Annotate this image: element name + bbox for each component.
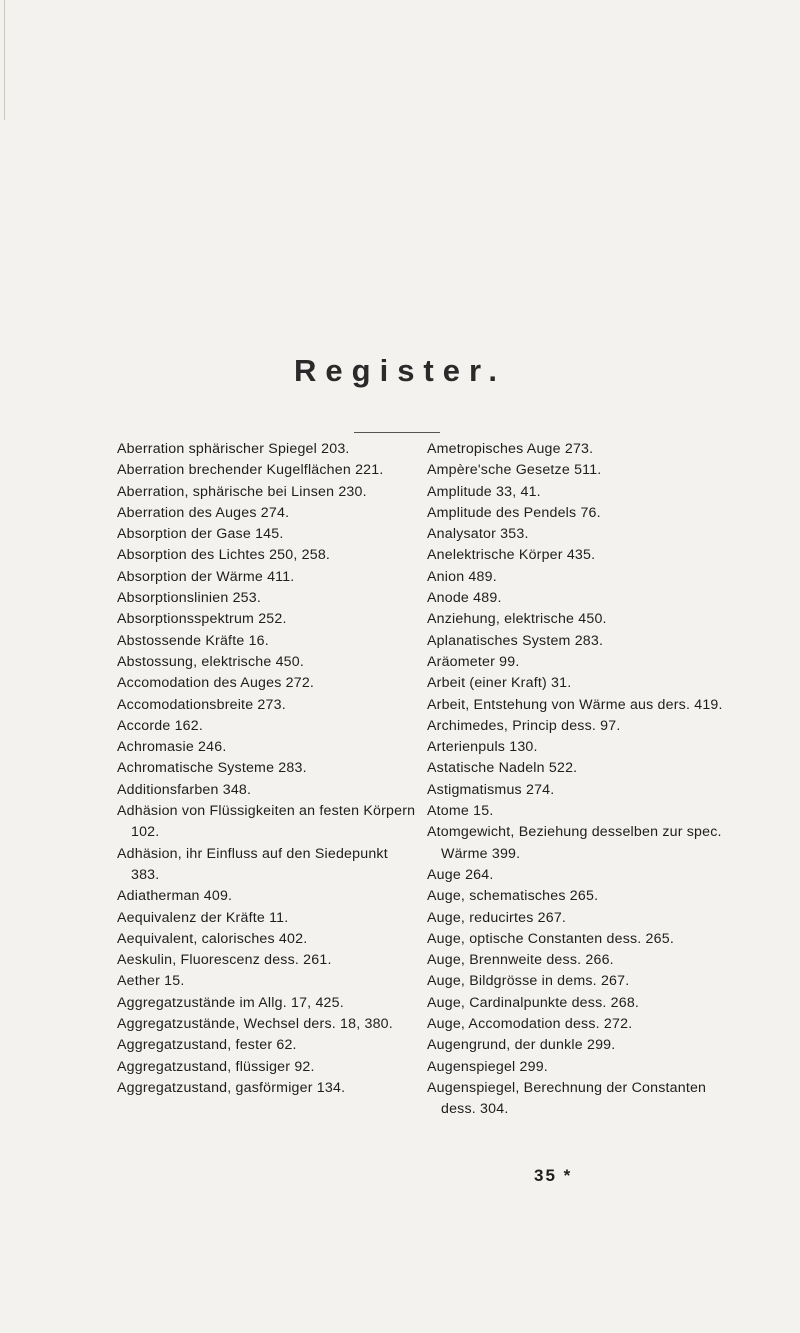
index-entry: Archimedes, Princip dess. 97.: [427, 717, 621, 734]
index-entry: Accomodationsbreite 273.: [117, 696, 286, 713]
index-entry: Absorption der Gase 145.: [117, 526, 284, 543]
index-entry: Auge, Bildgrösse in dems. 267.: [427, 973, 630, 990]
index-entry: Augengrund, der dunkle 299.: [427, 1037, 616, 1054]
index-entry: Aberration, sphärische bei Linsen 230.: [117, 483, 367, 500]
index-entry: Aether 15.: [117, 973, 185, 990]
index-column-right: [427, 439, 730, 1121]
index-entry: Aräometer 99.: [427, 653, 520, 670]
index-entry: Achromatische Systeme 283.: [117, 760, 307, 777]
index-entry: Amplitude 33, 41.: [427, 483, 541, 500]
index-entry: Aggregatzustand, flüssiger 92.: [117, 1058, 315, 1075]
index-entry: Aeskulin, Fluorescenz dess. 261.: [117, 952, 332, 969]
index-entry: Additionsfarben 348.: [117, 781, 252, 798]
index-entry: Aequivalent, calorisches 402.: [117, 930, 308, 947]
page-title: Register.: [294, 353, 506, 388]
index-entry: Analysator 353.: [427, 526, 529, 543]
index-entry: Adiatherman 409.: [117, 888, 233, 905]
index-entry: Achromasie 246.: [117, 739, 227, 756]
index-entry: Arbeit (einer Kraft) 31.: [427, 675, 572, 692]
index-entry: Astigmatismus 274.: [427, 781, 555, 798]
index-entry: Arbeit, Entstehung von Wärme aus ders. 419.: [427, 696, 723, 713]
index-entry: Auge 264.: [427, 866, 494, 883]
index-entry: Augenspiegel, Berechnung der Constanten dess. 304.: [427, 1079, 707, 1118]
index-entry: Aberration sphärischer Spiegel 203.: [117, 441, 350, 457]
index-entry: Adhäsion von Flüssigkeiten an festen Körpern 102.: [117, 803, 416, 841]
index-entry: Abstossung, elektrische 450.: [117, 653, 304, 670]
title-rule: [354, 432, 440, 433]
index-entry: Accorde 162.: [117, 717, 204, 734]
index-entry: Ampère'sche Gesetze 511.: [427, 462, 602, 479]
index-entry: Absorptionsspektrum 252.: [117, 611, 287, 628]
index-entry: Auge, reducirtes 267.: [427, 909, 567, 926]
index-entry: Aplanatisches System 283.: [427, 632, 604, 649]
index-entry: Adhäsion, ihr Einfluss auf den Siedepunkt 383.: [117, 845, 388, 883]
index-entry: Auge, Brennweite dess. 266.: [427, 952, 614, 969]
signature-mark: 35 *: [534, 1166, 573, 1185]
index-entry: Anode 489.: [427, 590, 502, 607]
index-entry: Aequivalenz der Kräfte 11.: [117, 909, 289, 926]
index-entry: Auge, schematisches 265.: [427, 888, 599, 905]
index-entry: Astatische Nadeln 522.: [427, 760, 578, 777]
scan-edge-line: [4, 0, 5, 120]
index-entry: Auge, Accomodation dess. 272.: [427, 1016, 633, 1033]
index-entry: Anelektrische Körper 435.: [427, 547, 596, 564]
index-entry: Ametropisches Auge 273.: [427, 441, 594, 457]
index-entry: Absorption der Wärme 411.: [117, 568, 295, 585]
index-entry: Absorptionslinien 253.: [117, 590, 262, 607]
index-entry: Auge, Cardinalpunkte dess. 268.: [427, 994, 640, 1011]
index-entry: Amplitude des Pendels 76.: [427, 504, 601, 521]
index-entry: Aggregatzustände, Wechsel ders. 18, 380.: [117, 1016, 393, 1033]
index-entry: Auge, optische Constanten dess. 265.: [427, 930, 674, 947]
index-entry: Anion 489.: [427, 568, 497, 585]
index-entry: Anziehung, elektrische 450.: [427, 611, 607, 628]
index-entry: Arterienpuls 130.: [427, 739, 538, 756]
index-entry: Aggregatzustand, fester 62.: [117, 1037, 297, 1054]
index-entry: Absorption des Lichtes 250, 258.: [117, 547, 331, 564]
index-entry: Atome 15.: [427, 803, 494, 820]
index-entry: Aberration brechender Kugelflächen 221.: [117, 462, 384, 479]
index-entry: Aggregatzustände im Allg. 17, 425.: [117, 994, 344, 1011]
index-column-left: [117, 439, 417, 1099]
index-entry: Abstossende Kräfte 16.: [117, 632, 269, 649]
index-entry: Accomodation des Auges 272.: [117, 675, 315, 692]
index-entry: Atomgewicht, Beziehung desselben zur spec. Wärme 399.: [427, 824, 722, 862]
index-entry: Aggregatzustand, gasförmiger 134.: [117, 1079, 346, 1096]
index-entry: Augenspiegel 299.: [427, 1058, 548, 1075]
index-entry: Aberration des Auges 274.: [117, 504, 290, 521]
